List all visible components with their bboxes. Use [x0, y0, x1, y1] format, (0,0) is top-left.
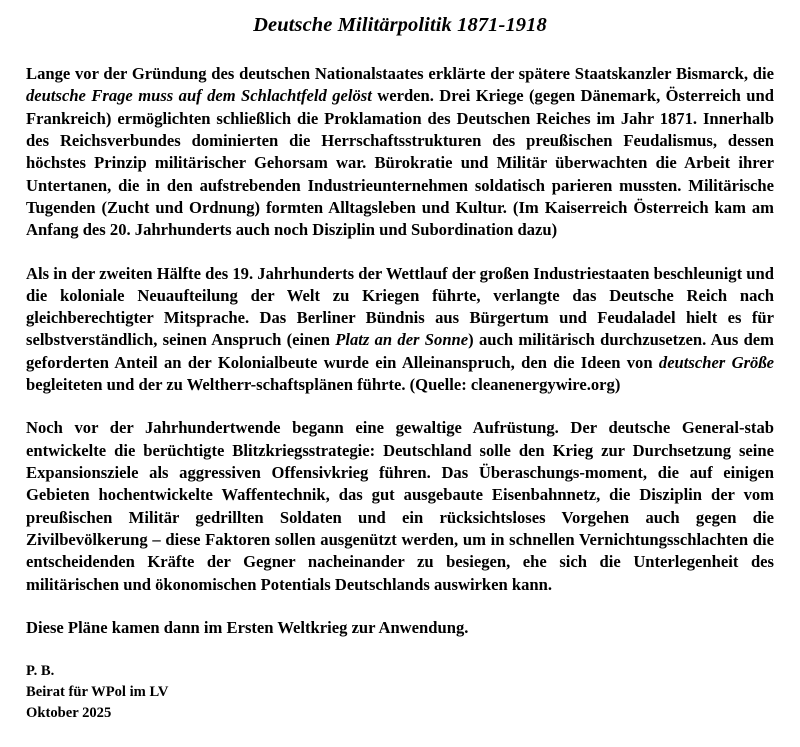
body-text: Lange vor der Gründung des deutschen Nationalstaates erklärte der spätere Staatskanzler Bismarck, die: [26, 64, 774, 83]
emphasis-text: Platz an der Sonne: [335, 330, 469, 350]
body-text: werden. Drei Kriege (gegen Dänemark, Österreich und Frankreich) ermöglichten schließlich die Proklamation des Deutschen Reiches im Jahr 1871. Innerhalb des Reichsverbundes dominierten die Herrschaftsstrukturen des preußischen Feudalismus, dessen höchstes Prinzip militärischer Gehorsam war. Bürokratie und Militär überwachten die Arbeit ihrer Untertanen, die in den aufstrebenden Industrieunternehmen soldatisch parieren mussten. Militärische Tugenden (Zucht und Ordnung) formten Alltagsleben und Kultur. (Im Kaiserreich Österreich kam am Anfang des 20. Jahrhunderts auch noch Disziplin und Subordination dazu): [26, 86, 774, 240]
body-text: Diese Pläne kamen dann im Ersten Weltkrieg zur Anwendung.: [26, 617, 469, 637]
emphasis-text: deutscher Größe: [658, 352, 774, 372]
paragraph-3: [26, 417, 774, 596]
signature-initials: P. B.: [26, 663, 55, 680]
paragraph-1: [26, 63, 774, 242]
signature-role: Beirat für WPol im LV: [26, 683, 169, 700]
body-text: Als in der zweiten Hälfte des 19. Jahrhunderts der Wettlauf der großen Industriestaaten beschleunigt und die koloniale Neuaufteilung der Welt zu Kriegen führte, verlangte das Deutsche Reich nach gleichberechtigter Mitsprache. Das Berliner Bündnis aus Bürgertum und Feudaladel hielt es für selbstverständlich, seinen Anspruch (einen: [26, 263, 774, 350]
signature-block: [26, 661, 774, 723]
signature-date: Oktober 2025: [26, 704, 112, 721]
body-text: begleiteten und der zu Weltherr-schaftsplänen führte. (Quelle: cleanenergywire.org): [26, 375, 621, 395]
paragraph-4: [26, 617, 774, 639]
body-text: Noch vor der Jahrhundertwende begann eine gewaltige Aufrüstung. Der deutsche General-stab entwickelte die berüchtigte Blitzkriegsstrategie: Deutschland solle den Krieg zur Durchsetzung seine Expansionsziele als aggressiven Offensivkrieg führen. Das Überaschungs-moment, die auf einigen Gebieten hochentwickelte Waffentechnik, das gut ausgebaute Eisenbahnnetz, die Disziplin der vom preußischen Militär gedrillten Soldaten und ein rücksichtsloses Vorgehen auch gegen die Zivilbevölkerung – diese Faktoren sollen ausgenützt werden, um in schnellen Vernichtungsschlachten die entscheidenden Kräfte der Gegner nacheinander zu besiegen, ehe sich die Unterlegenheit des militärischen und ökonomischen Potentials Deutschlands auswirken kann.: [26, 418, 774, 594]
page-title: Deutsche Militärpolitik 1871-1918: [253, 14, 547, 36]
paragraph-2: [26, 263, 774, 397]
body-text: ) auch militärisch durchzusetzen. Aus dem geforderten Anteil an der Kolonialbeute wurde ein Alleinanspruch, den die Ideen von: [26, 330, 774, 372]
emphasis-text: deutsche Frage muss auf dem Schlachtfeld gelöst: [26, 86, 372, 106]
